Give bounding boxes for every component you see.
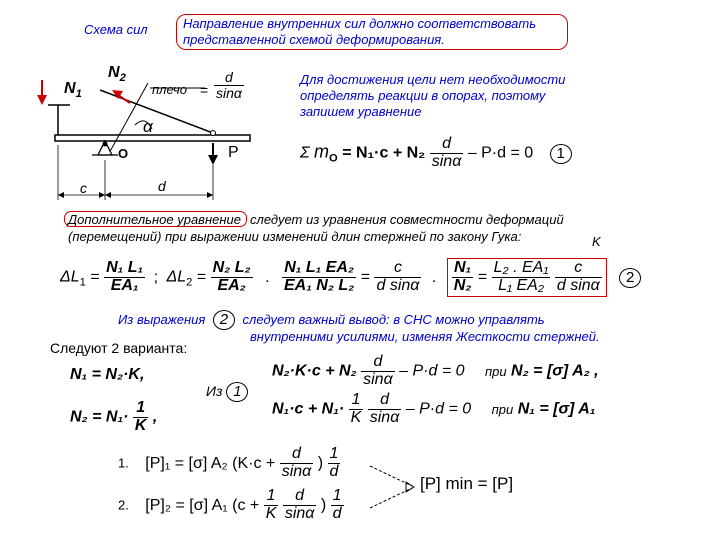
n1-label: $N_1$ [64,80,82,101]
dim-c-label: c [80,180,87,196]
additional-boxed-text: Дополнительное уравнение [68,212,241,227]
shoulder-label: плечо [152,82,187,97]
conclusion-line-2: внутренними усилиями, изменяя Жесткости стержней. [250,329,600,344]
additional-line-2: (перемещений) при выражении изменений длин стержней по закону Гука: [68,229,522,244]
variants-title: Следуют 2 варианта: [50,340,188,356]
merge-arrows [368,458,418,518]
note-line-2: определять реакции в опорах, поэтому [300,88,546,103]
scheme-label: Схема сил [84,22,148,37]
force-p-label: P [228,144,239,161]
variant-1: N₁ = N₂·K, [70,366,145,383]
shoulder-fraction: $\frac{d}{\sin\alpha}$ [216,69,242,101]
reduced-eq-1: N₂·K·c + N₂ $\frac{d}{\sin\alpha}$ – P·d = 0 при N₂ = [σ] A₂ , [272,353,599,388]
point-o-label: O [118,146,129,161]
n2-label: $N_2$ [108,64,126,85]
alpha-label: α [143,117,153,136]
dim-d-label: d [158,178,166,194]
min-result: [P] min = [P] [420,474,514,493]
equation-1: Σ $m_O = N_1\cdot c + N_2$ $\frac{d}{\sin\alpha}$ – P·d = 0 1 [300,136,572,171]
result-2: 2. [P]₂ = [σ] A₁ (c + $\frac{1}{K}$ $\frac{d}{\sin\alpha}$ ) $\frac{1}{d}$ [118,487,342,522]
k-label: K [592,234,601,249]
shoulder-equals: = [200,82,209,98]
equation-2: $\Delta L_1$ = $\frac{\text{N₁ L₁}}{\text{EA₁}}$ ; $\Delta L_2$ = $\frac{\text{N₂ L₂}}{\text{EA₂}}$ . $\frac{\text{N₁ L₁ EA₂}}{\text{EA₁ N₂ L₂}}$ = $\frac{c}{\text{d sinα}}$ . $\frac{\text{N₁}}{\text{N₂}}$ = $\frac{\text{L₂ . EA₁}}{\text{L₁ EA₂}}$ $\frac{c}{\text{d sinα}}$ 2 [60,258,660,297]
note-line-1: Для достижения цели нет необходимости [300,72,566,87]
header-line-1: Направление внутренних сил должно соответствовать [183,16,537,31]
conclusion-line-1: Из выражения 2 следует важный вывод: в СНС можно управлять [118,311,545,328]
header-line-2: представленной схемой деформирования. [183,32,445,47]
reduced-eq-2: N₁·c + N₁· $\frac{1}{K}$ $\frac{d}{\sin\alpha}$ – P·d = 0 при N₁ = [σ] A₁ [272,391,596,426]
note-line-3: запишем уравнение [300,104,422,119]
from-label: Из 1 [206,382,248,402]
variant-2: N₂ = N₁· $\frac{1}{K}$ , [70,399,158,434]
header-box [176,14,568,50]
additional-line-1: следует из уравнения совместности деформаций [250,212,564,227]
result-1: 1. [P]₁ = [σ] A₂ (K·c + $\frac{d}{\sin\alpha}$ ) $\frac{1}{d}$ [118,445,339,480]
